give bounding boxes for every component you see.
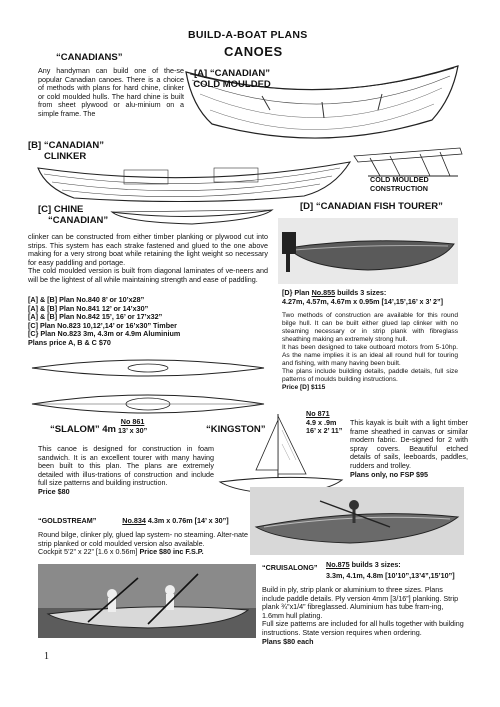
canoe-c-illustration <box>110 206 274 226</box>
plan-list-item: [A] & [B] Plan No.840 8’ or 10’x28” <box>28 295 145 304</box>
canadian-body: clinker can be constructed from either timber planking or plywood cut into strips. This system has each strake fastened and glued to the one above making for a very strong boat while retaining the light weight so necessary for easy paddling and portage. The cold moulded version is built from diagonal laminates of ve-neers and will be the lightest of all while maintaining strength and ease of paddling. <box>28 232 268 284</box>
plan-list-item: [A] & [B] Plan No.842 15’, 16’ or 17’x32” <box>28 312 163 322</box>
label-d: [D] “CANADIAN FISH TOURER” <box>300 201 443 212</box>
plan-list-item: Plans price A, B & C $70 <box>28 337 111 347</box>
cruisalong-plan: No.875 builds 3 sizes: <box>326 560 401 569</box>
goldstream-body: Round bilge, clinker ply, glued lap system- no steaming. Alter-nate strip planked or cold moulded version also available. Cockpit 5’2” x 22” [1.6 x 0.56m] Price $80 inc F.S.P. <box>38 530 249 557</box>
slalom-plan: No 861 13’ x 30” <box>118 417 148 435</box>
cruisalong-photo <box>38 564 256 638</box>
fish-tourer-body: Two methods of construction are available for this round bilge hull. It can be built either glued lap clinker with no steaming necessary or in strip plank with fibreglass sheathing making an extremely strong hull. It has been designed to take outboard motors from 5-10hp. As the name implies it is an ideal all round hull for touring and fishing, with many having been built. The plans include building details, paddle details, full size patterns of moulds building instructions. Price [D] $115 <box>282 312 458 391</box>
fish-tourer-photo <box>278 218 458 284</box>
label-cold-moulded: COLD MOULDED CONSTRUCTION <box>370 175 429 193</box>
cruisalong-body: Build in ply, strip plank or aluminium to three sizes. Plans include paddle details. Ply version 4mm [3/16”] planking. Strip plank ¾”x1/4” fibreglassed. Aluminium has tube fram-ing, 1.6mm hull plating. Full size patterns are included for all hulls together with building instructions. State version requires when ordering. Plans $80 each <box>262 585 464 646</box>
plan-list-item: [C] Plan No.823 10,12’,14’ or 16’x30” Timber <box>28 320 177 330</box>
fish-tourer-info: [D} Plan No.855 builds 3 sizes: 4.27m, 4.57m, 4.67m x 0.95m [14’,15’,16’ x 3’ 2”] <box>282 288 444 306</box>
canoe-b-illustration <box>34 158 354 202</box>
kingston-heading: “KINGSTON” <box>206 424 266 435</box>
plan-list <box>28 296 268 348</box>
goldstream-heading: “GOLDSTREAM” No.834 4.3m x 0.76m [14’ x 30”] <box>38 516 229 525</box>
page-subtitle: CANOES <box>224 44 283 59</box>
label-b: [B] “CANADIAN” CLINKER <box>28 140 104 162</box>
slalom-body: This canoe is designed for construction in foam sandwich. It is an excellent tourer with many having been built to this plan. The plans are extremely detailed with illus-trations of construction and include full size patterns and building instruction. Price $80 <box>38 444 214 496</box>
kingston-plan: No 871 4.9 x .9m 16’ x 2’ 11” <box>306 409 343 436</box>
canadians-intro: Any handyman can build one of the-se popular Canadian canoes. There is a choice of methods with plans for hard chine, clinker or cold moulded hulls. The hard chine is built from sheet plywood or alu-minium on a simple frame. The <box>38 66 184 118</box>
label-c: [C] CHINE “CANADIAN” <box>38 204 109 226</box>
kingston-illustration <box>216 410 346 498</box>
cold-moulded-illustration <box>350 140 470 180</box>
cruisalong-sizes: 3.3m, 4.1m, 4.8m [10’10”,13’4”,15’10”] <box>326 571 455 580</box>
label-a: [A] “CANADIAN” COLD MOULDED <box>193 68 271 90</box>
slalom-heading: “SLALOM” 4m <box>50 424 116 435</box>
plan-list-item: [C} Plan No.823 3m, 4.3m or 4.9m Aluminium <box>28 329 181 339</box>
page-title: BUILD-A-BOAT PLANS <box>188 29 308 41</box>
plan-list-item: [A] & [B] Plan No.841 12’ or 14’x30” <box>28 303 149 313</box>
kingston-body: This kayak is built with a light timber frame sheathed in canvas or similar modern fabric. De-signed for 2 with spray covers. Beautiful etched details of sails, leeboards, paddles, rudders and trolley. Plans only, no FSP $95 <box>350 418 468 479</box>
canadians-heading: “CANADIANS” <box>56 52 123 63</box>
page-number: 1 <box>44 651 49 662</box>
goldstream-photo <box>250 487 464 555</box>
cruisalong-heading: “CRUISALONG” <box>262 563 318 572</box>
